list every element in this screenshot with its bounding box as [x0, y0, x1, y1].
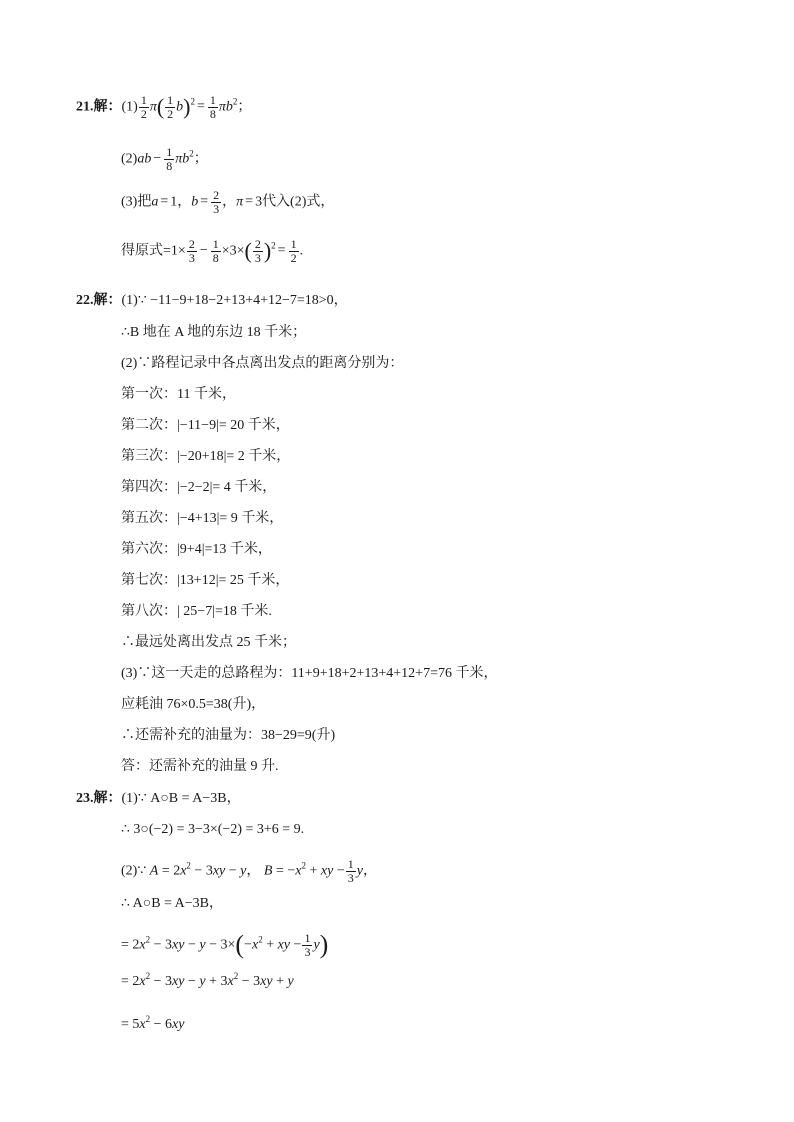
- q22-row: 第六次：|9+4|=13 千米，: [121, 542, 272, 557]
- q23-line-1: 23.解：(1)∵ A○B = A−3B，: [76, 791, 241, 806]
- q22-line-5: (3)∵这一天走的总路程为：11+9+18+2+13+4+12+7=76 千米，: [121, 666, 498, 681]
- q22-number: 22.: [76, 293, 94, 308]
- q21-part3: (3)把a = 1，b = $\frac{2}{3}$ ，π = 3代入(2)式，: [121, 188, 335, 216]
- q22-line-7: ∴还需补充的油量为：38−29=9(升): [121, 728, 336, 743]
- q22-row: 第一次：11 千米，: [121, 387, 236, 402]
- q23-line-5: = $2x^2 - 3xy - y - 3\times(-x^2$ + xy − $\frac{1}{3}$ y): [121, 930, 329, 960]
- q23-solution-label: 解：: [93, 791, 122, 806]
- q22-row: 第八次：| 25−7|=18 千米.: [121, 604, 272, 619]
- q23-line-2: ∴ 3○(−2) = 3−3×(−2) = 3+6 = 9.: [121, 822, 305, 837]
- q22-line-2: ∴B 地在 A 地的东边 18 千米；: [121, 325, 307, 340]
- q23-number: 23.: [76, 791, 94, 806]
- q21-part1: 21.解：(1) $\frac{1}{2}$ π( $\frac{1}{2}$ b)$^2$ = $\frac{1}{8}$ $\pi b^2$；: [76, 93, 252, 121]
- q21-solution-label: 解：: [93, 99, 122, 115]
- q22-answer: 答：还需补充的油量 9 升.: [121, 759, 279, 774]
- q22-line-6: 应耗油 76×0.5=38(升)，: [121, 697, 266, 712]
- q22-solution-label: 解：: [93, 293, 122, 308]
- q21-part2: (2)ab − $\frac{1}{8}$ $\pi b^2$；: [121, 145, 208, 173]
- q23-line-3: (2)∵ $A = 2x^2 - 3xy - y$， $B = -x^2$ + xy − $\frac{1}{3}$ y，: [121, 857, 377, 885]
- q23-line-6: = $2x^2 - 3xy - y + 3x^2 - 3xy + y$: [121, 971, 294, 989]
- q22-line-4: ∴最远处离出发点 25 千米；: [121, 635, 296, 650]
- q22-row: 第四次：|−2−2|= 4 千米，: [121, 480, 277, 495]
- q22-line-3: (2)∵路程记录中各点离出发点的距离分别为：: [121, 356, 404, 371]
- q21-result: 得原式=1× $\frac{2}{3}$ − $\frac{1}{8}$ ×3×( $\frac{2}{3}$ )$^2$ = $\frac{1}{2}$ .: [121, 237, 304, 265]
- q21-number: 21.: [76, 99, 94, 115]
- q22-row: 第七次：|13+12|= 25 千米，: [121, 573, 290, 588]
- q22-row: 第二次：|−11−9|= 20 千米，: [121, 418, 290, 433]
- q23-line-7: = $5x^2 - 6xy$: [121, 1014, 185, 1032]
- q22-line-1: 22.解：(1)∵ −11−9+18−2+13+4+12−7=18>0，: [76, 293, 348, 308]
- q22-row: 第三次：|−20+18|= 2 千米，: [121, 449, 291, 464]
- q22-row: 第五次：|−4+13|= 9 千米，: [121, 511, 284, 526]
- q23-line-4: ∴ A○B = A−3B，: [121, 896, 224, 911]
